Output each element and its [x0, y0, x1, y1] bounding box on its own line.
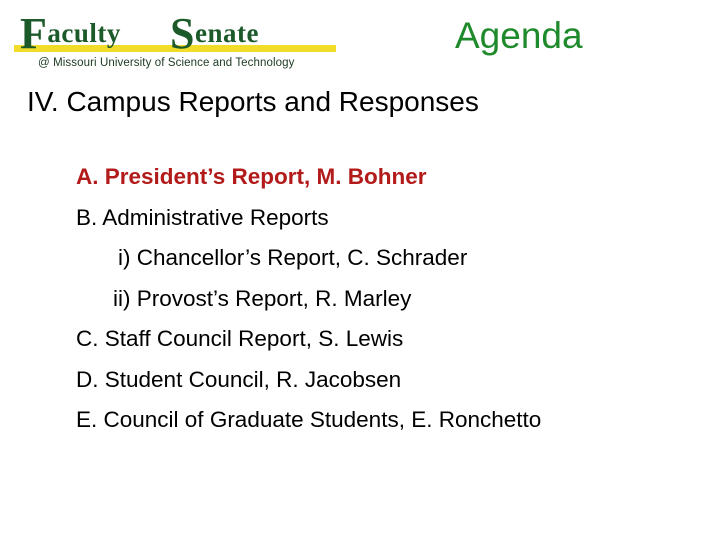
list-item-administrative-reports: B. Administrative Reports	[76, 204, 329, 230]
list-item-chancellor-report: i) Chancellor’s Report, C. Schrader	[118, 245, 468, 270]
list-item-staff-council: C. Staff Council Report, S. Lewis	[76, 326, 404, 351]
agenda-items-list	[76, 157, 541, 441]
list-item-graduate-students: E. Council of Graduate Students, E. Ronchetto	[76, 407, 542, 432]
agenda-title: Agenda	[455, 15, 583, 56]
list-item-student-council: D. Student Council, R. Jacobsen	[76, 366, 402, 392]
logo-word-senate: Senate	[170, 9, 259, 58]
faculty-senate-logo	[12, 8, 338, 74]
list-item-provost-report: ii) Provost’s Report, R. Marley	[113, 285, 412, 311]
list-item-president-report: A. President’s Report, M. Bohner	[76, 164, 427, 189]
logo-subtitle: @ Missouri University of Science and Technology	[38, 57, 295, 69]
section-title: IV. Campus Reports and Responses	[27, 86, 479, 117]
logo-word-faculty: Faculty	[20, 9, 121, 58]
